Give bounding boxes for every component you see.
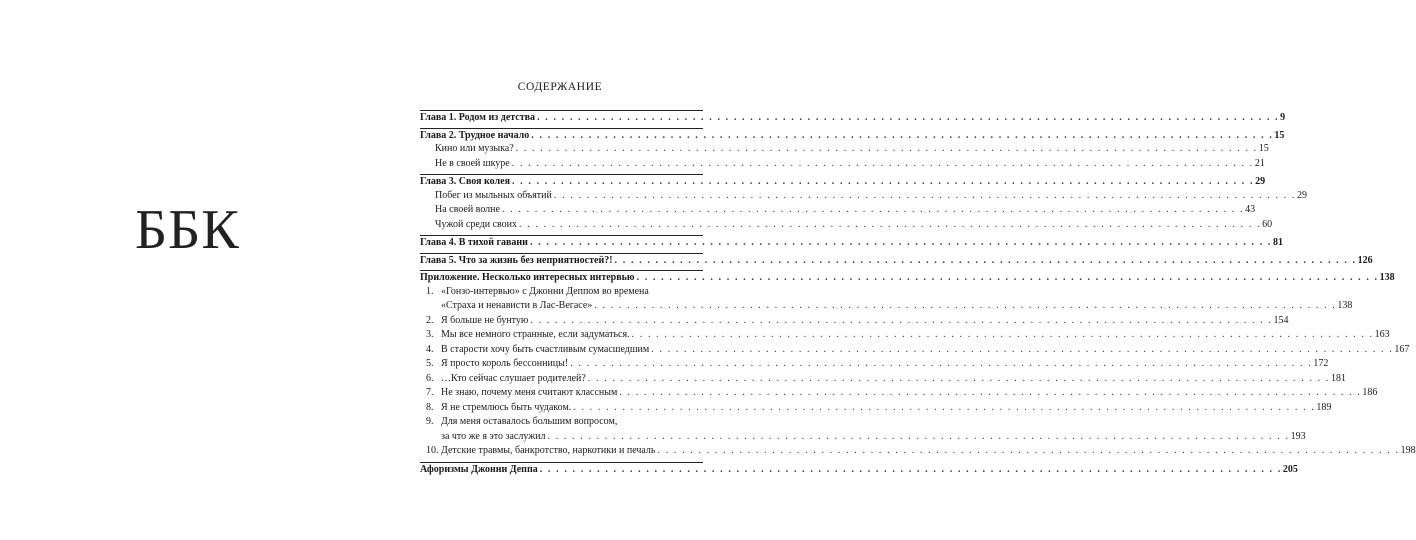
toc-leader-dots: [651, 343, 1393, 357]
toc-title: СОДЕРЖАНИЕ: [517, 81, 603, 93]
toc-entry-label: «Страха и ненависти в Лас-Вегасе»: [441, 300, 593, 311]
toc-entry-page: 15: [1274, 129, 1285, 141]
table-of-contents: [420, 110, 1416, 476]
toc-entry-label: Глава 5. Что за жизнь без неприятностей?!: [420, 254, 613, 266]
toc-entry-section[interactable]: [420, 189, 1307, 204]
toc-entry-aphorisms[interactable]: [420, 462, 1298, 477]
toc-entry-section[interactable]: [420, 142, 1269, 157]
toc-entry-page: 9: [1280, 112, 1286, 123]
toc-leader-dots: [573, 401, 1315, 415]
toc-leader-dots: [594, 299, 1336, 313]
toc-entry-number: 3.: [426, 329, 434, 340]
toc-interview-9-line-1[interactable]: [420, 415, 703, 430]
toc-entry-page: 15: [1258, 143, 1269, 154]
toc-leader-dots: [530, 236, 1272, 250]
toc-entry-number: 9.: [426, 416, 434, 427]
toc-entry-number: 5.: [426, 358, 434, 369]
toc-entry-page: 172: [1313, 358, 1329, 369]
toc-entry-page: 60: [1262, 218, 1273, 230]
toc-leader-dots: [512, 157, 1254, 171]
toc-entry-label: Афоризмы Джонни Деппа: [420, 463, 538, 475]
toc-leader-dots: [537, 111, 1279, 125]
toc-leader-dots: [519, 218, 1261, 232]
toc-interview-5[interactable]: [420, 357, 1329, 372]
toc-entry-label: Мы все немного странные, если задуматься.: [441, 329, 630, 340]
toc-entry-label: «Гонзо-интервью» с Джонни Деппом во времена: [441, 285, 649, 297]
toc-entry-page: 154: [1273, 314, 1289, 326]
toc-entry-page: 198: [1400, 445, 1416, 456]
toc-entry-page: 193: [1290, 430, 1306, 442]
toc-entry-label: В старости хочу быть счастливым сумасшедшим: [441, 343, 650, 355]
toc-interview-1-line-2[interactable]: [420, 299, 1353, 314]
toc-entry-label: Я не стремлюсь быть чудаком.: [441, 401, 572, 413]
toc-interview-3[interactable]: [420, 328, 1390, 343]
toc-entry-page: 43: [1245, 204, 1256, 215]
toc-entry-label: Я больше не бунтую: [441, 314, 529, 326]
toc-entry-number: 8.: [426, 401, 434, 413]
toc-entry-number: 10.: [426, 445, 439, 456]
toc-entry-page: 138: [1379, 272, 1395, 283]
toc-entry-number: 2.: [426, 314, 434, 326]
toc-entry-number: 4.: [426, 343, 434, 355]
toc-entry-page: 29: [1296, 189, 1307, 201]
toc-entry-label: На своей волне: [435, 204, 500, 215]
toc-entry-label: Детские травмы, банкротство, наркотики и печаль: [441, 445, 656, 456]
toc-entry-label: Глава 4. В тихой гавани: [420, 237, 528, 248]
toc-leader-dots: [547, 430, 1289, 444]
toc-leader-dots: [531, 129, 1273, 143]
toc-entry-label: Глава 3. Своя колея: [420, 176, 510, 187]
toc-leader-dots: [540, 463, 1282, 477]
toc-entry-page: 126: [1357, 254, 1373, 266]
toc-entry-label: Я просто король бессонницы!: [441, 358, 569, 369]
toc-interview-10[interactable]: [420, 444, 1416, 459]
toc-entry-label: Глава 2. Трудное начало: [420, 129, 530, 141]
toc-entry-label: за что же я это заслужил: [441, 430, 546, 442]
toc-entry-label: Не знаю, почему меня считают классным: [441, 387, 618, 398]
toc-interview-2[interactable]: [420, 314, 1289, 329]
toc-entry-label: Побег из мыльных объятий: [435, 189, 552, 201]
toc-interview-6[interactable]: [420, 372, 1346, 387]
toc-entry-number: 1.: [426, 285, 434, 297]
toc-entry-section[interactable]: [420, 157, 1265, 172]
toc-entry-label: Для меня оставалось большим вопросом,: [441, 416, 618, 427]
toc-leader-dots: [554, 189, 1296, 203]
toc-interview-9-line-2[interactable]: [420, 430, 1306, 445]
toc-interview-4[interactable]: [420, 343, 1410, 358]
toc-entry-number: 7.: [426, 387, 434, 398]
toc-leader-dots: [615, 254, 1357, 268]
toc-entry-label: Приложение. Несколько интересных интервью: [420, 272, 635, 283]
toc-interview-1-line-1[interactable]: [420, 285, 703, 300]
toc-entry-number: 6.: [426, 372, 434, 384]
toc-leader-dots: [658, 444, 1400, 458]
toc-interview-8[interactable]: [420, 401, 1332, 416]
toc-entry-page: 186: [1362, 387, 1378, 398]
toc-leader-dots: [570, 357, 1312, 371]
toc-entry-page: 21: [1254, 157, 1265, 169]
toc-leader-dots: [588, 372, 1330, 386]
toc-entry-label: …Кто сейчас слушает родителей?: [441, 372, 586, 384]
toc-leader-dots: [516, 142, 1258, 156]
toc-leader-dots: [530, 314, 1272, 328]
toc-leader-dots: [502, 203, 1244, 217]
toc-entry-chapter-3[interactable]: [420, 174, 1266, 189]
toc-entry-page: 167: [1394, 343, 1410, 355]
toc-entry-label: Глава 1. Родом из детства: [420, 112, 536, 123]
toc-leader-dots: [632, 328, 1374, 342]
toc-entry-page: 205: [1282, 463, 1298, 475]
toc-entry-chapter-4[interactable]: [420, 235, 1284, 250]
toc-entry-chapter-2[interactable]: [420, 128, 1285, 143]
bbk-heading: ББК: [135, 199, 240, 261]
toc-entry-appendix[interactable]: [420, 270, 1395, 285]
toc-entry-page: 138: [1337, 300, 1353, 311]
toc-entry-page: 29: [1255, 176, 1266, 187]
toc-entry-page: 189: [1316, 401, 1332, 413]
toc-entry-page: 163: [1374, 329, 1390, 340]
toc-entry-section[interactable]: [420, 203, 1256, 218]
toc-leader-dots: [637, 271, 1379, 285]
toc-entry-page: 81: [1273, 237, 1284, 248]
toc-entry-chapter-1[interactable]: [420, 110, 1286, 125]
toc-entry-section[interactable]: [420, 218, 1273, 233]
toc-entry-chapter-5[interactable]: [420, 253, 1373, 268]
toc-entry-label: Кино или музыка?: [435, 143, 514, 154]
toc-entry-label: Не в своей шкуре: [435, 157, 510, 169]
toc-entry-page: 181: [1330, 372, 1346, 384]
toc-interview-7[interactable]: [420, 386, 1378, 401]
toc-leader-dots: [512, 175, 1254, 189]
toc-leader-dots: [619, 386, 1361, 400]
toc-entry-label: Чужой среди своих: [435, 218, 518, 230]
